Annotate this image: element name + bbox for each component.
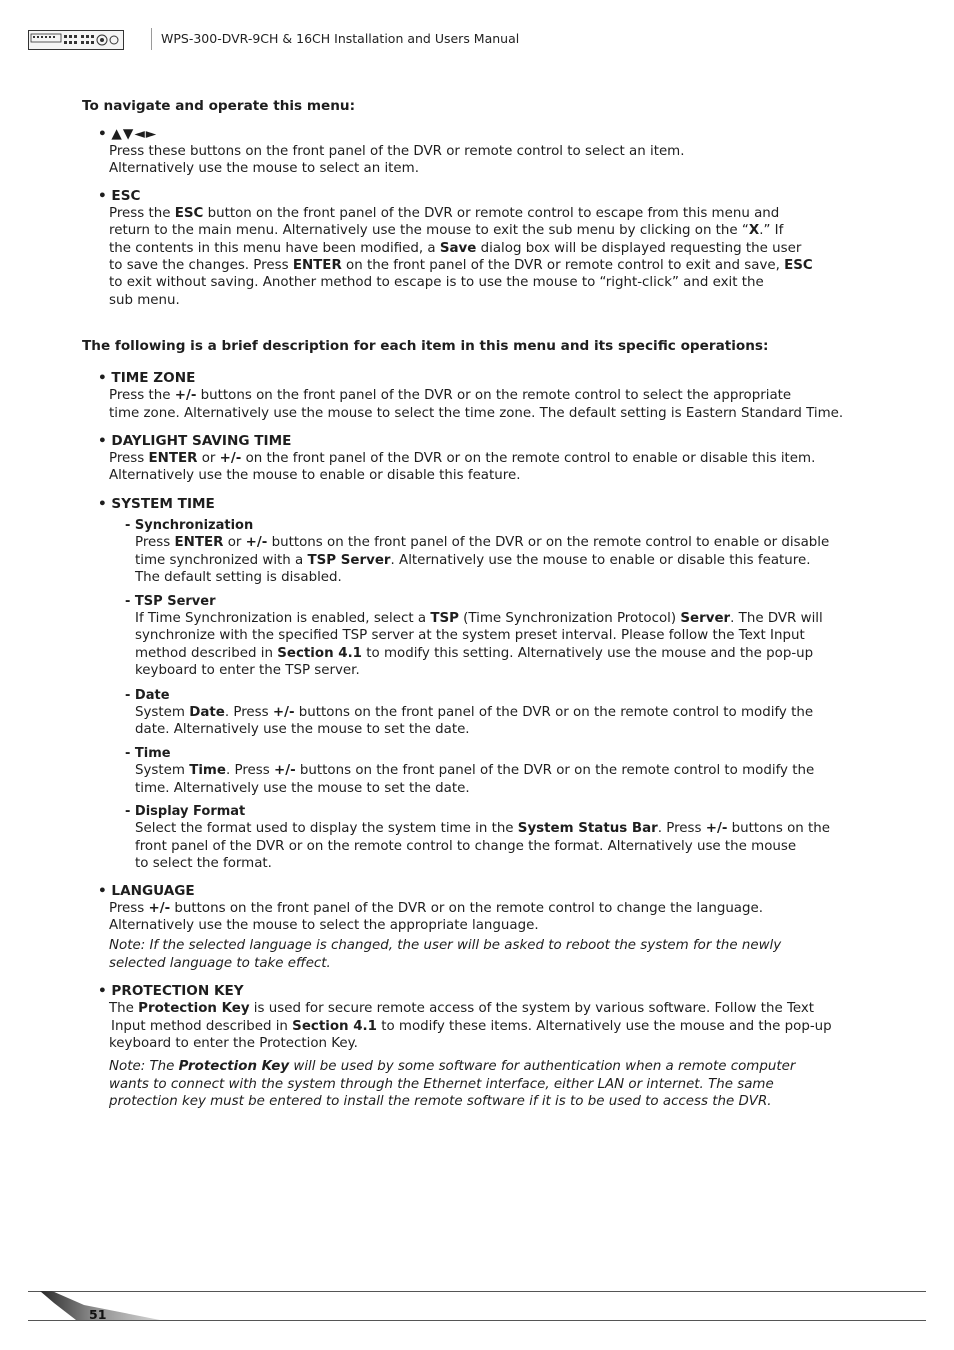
system-time-label: SYSTEM TIME <box>111 495 215 512</box>
sync-label: - Synchronization <box>125 517 254 533</box>
arrows-text-2: Alternatively use the mouse to select an item. <box>109 161 419 177</box>
sync-text-2: time synchronized with a TSP Server. Alternatively use the mouse to enable or disable this feature. <box>135 552 811 568</box>
display-format-text-1: Select the format used to display the system time in the System Status Bar. Press +/- buttons on the <box>135 821 830 837</box>
esc-text-6: sub menu. <box>109 292 180 308</box>
display-format-text-2: front panel of the DVR or on the remote control to change the format. Alternatively use the mouse <box>135 838 797 854</box>
date-label: - Date <box>125 687 170 703</box>
time-zone-text-1: Press the +/- buttons on the front panel of the DVR or on the remote control to select the appropriate <box>109 388 792 404</box>
items-heading: The following is a brief description for each item in this menu and its specific operations: <box>82 338 769 355</box>
time-zone-label: TIME ZONE <box>111 370 196 387</box>
dst-text-1: Press ENTER or +/- on the front panel of the DVR or on the remote control to enable or disable this item. <box>109 451 816 467</box>
page-header <box>28 28 928 52</box>
manual-title: WPS-300-DVR-9CH & 16CH Installation and Users Manual <box>161 31 520 46</box>
date-text-2: date. Alternatively use the mouse to set the date. <box>135 722 470 738</box>
protection-note-3: protection key must be entered to install the remote software if it is to be used to access the DVR. <box>109 1094 772 1110</box>
header-divider <box>151 28 152 50</box>
sync-text-3: The default setting is disabled. <box>135 570 342 586</box>
display-format-label: - Display Format <box>125 803 246 819</box>
time-text-2: time. Alternatively use the mouse to set the date. <box>135 780 470 796</box>
protection-text-3: keyboard to enter the Protection Key. <box>109 1036 358 1052</box>
esc-bullet: • ESC <box>98 187 141 204</box>
esc-text-3: the contents in this menu have been modified, a Save dialog box will be displayed requesting the user <box>109 240 802 256</box>
dvr-device-icon <box>28 30 124 50</box>
tsp-text-1: If Time Synchronization is enabled, select a TSP (Time Synchronization Protocol) Server. The DVR will <box>135 610 823 626</box>
tsp-label: - TSP Server <box>125 593 216 609</box>
protection-note-2: wants to connect with the system through the Ethernet interface, either LAN or internet. The same <box>109 1076 774 1092</box>
arrows-bullet: • ▲▼◄► <box>98 126 158 142</box>
esc-text-2: return to the main menu. Alternatively use the mouse to exit the sub menu by clicking on the “X.” If <box>109 223 784 239</box>
footer-rule-top <box>28 1291 926 1292</box>
tsp-text-3: method described in Section 4.1 to modify this setting. Alternatively use the mouse and the pop-up <box>135 645 814 661</box>
arrows-text-1: Press these buttons on the front panel of the DVR or remote control to select an item. <box>109 144 685 159</box>
time-label: - Time <box>125 745 171 761</box>
time-text-1: System Time. Press +/- buttons on the front panel of the DVR or on the remote control to modify the <box>135 763 815 779</box>
protection-text-2: Input method described in Section 4.1 to modify these items. Alternatively use the mouse and the pop-up <box>111 1018 832 1034</box>
sync-text-1: Press ENTER or +/- buttons on the front panel of the DVR or on the remote control to enable or disable <box>135 535 830 551</box>
display-format-text-3: to select the format. <box>135 856 272 872</box>
language-text-2: Alternatively use the mouse to select the appropriate language. <box>109 918 539 933</box>
esc-text-1: Press the ESC button on the front panel of the DVR or remote control to escape from this menu and <box>109 205 780 221</box>
language-bullet: • LANGUAGE <box>98 882 195 899</box>
language-text-1: Press +/- buttons on the front panel of the DVR or on the remote control to change the language. <box>109 900 764 916</box>
language-note-1: Note: If the selected language is changed, the user will be asked to reboot the system for the newly <box>109 938 782 954</box>
arrow-keys-label: ▲▼◄► <box>111 126 158 142</box>
protection-text-1: The Protection Key is used for secure remote access of the system by various software. Follow the Text <box>109 1001 815 1017</box>
language-label: LANGUAGE <box>111 882 195 899</box>
page-number: 51 <box>89 1307 107 1322</box>
time-zone-bullet: • TIME ZONE <box>98 370 196 387</box>
footer-rule-bottom <box>28 1320 926 1321</box>
date-text-1: System Date. Press +/- buttons on the front panel of the DVR or on the remote control to modify the <box>135 704 814 720</box>
esc-text-4: to save the changes. Press ENTER on the front panel of the DVR or remote control to exit and save, ESC <box>109 258 813 274</box>
protection-key-label: PROTECTION KEY <box>111 983 244 1000</box>
esc-label: ESC <box>111 187 141 204</box>
dst-text-2: Alternatively use the mouse to enable or disable this feature. <box>109 468 521 484</box>
language-note-2: selected language to take effect. <box>109 955 331 971</box>
dst-bullet: • DAYLIGHT SAVING TIME <box>98 433 292 450</box>
esc-text-5: to exit without saving. Another method to escape is to use the mouse to “right-click” and exit the <box>109 275 764 291</box>
tsp-text-2: synchronize with the specified TSP server at the system preset interval. Please follow the Text Input <box>135 628 805 644</box>
navigate-heading: To navigate and operate this menu: <box>82 98 356 114</box>
time-zone-text-2: time zone. Alternatively use the mouse to select the time zone. The default setting is Eastern Standard Time. <box>109 405 844 421</box>
dst-label: DAYLIGHT SAVING TIME <box>111 433 292 450</box>
tsp-text-4: keyboard to enter the TSP server. <box>135 663 360 679</box>
protection-note-1: Note: The Protection Key will be used by some software for authentication when a remote computer <box>109 1059 796 1075</box>
system-time-bullet: • SYSTEM TIME <box>98 495 215 512</box>
protection-key-bullet: • PROTECTION KEY <box>98 983 244 1000</box>
page-content <box>82 97 872 1111</box>
